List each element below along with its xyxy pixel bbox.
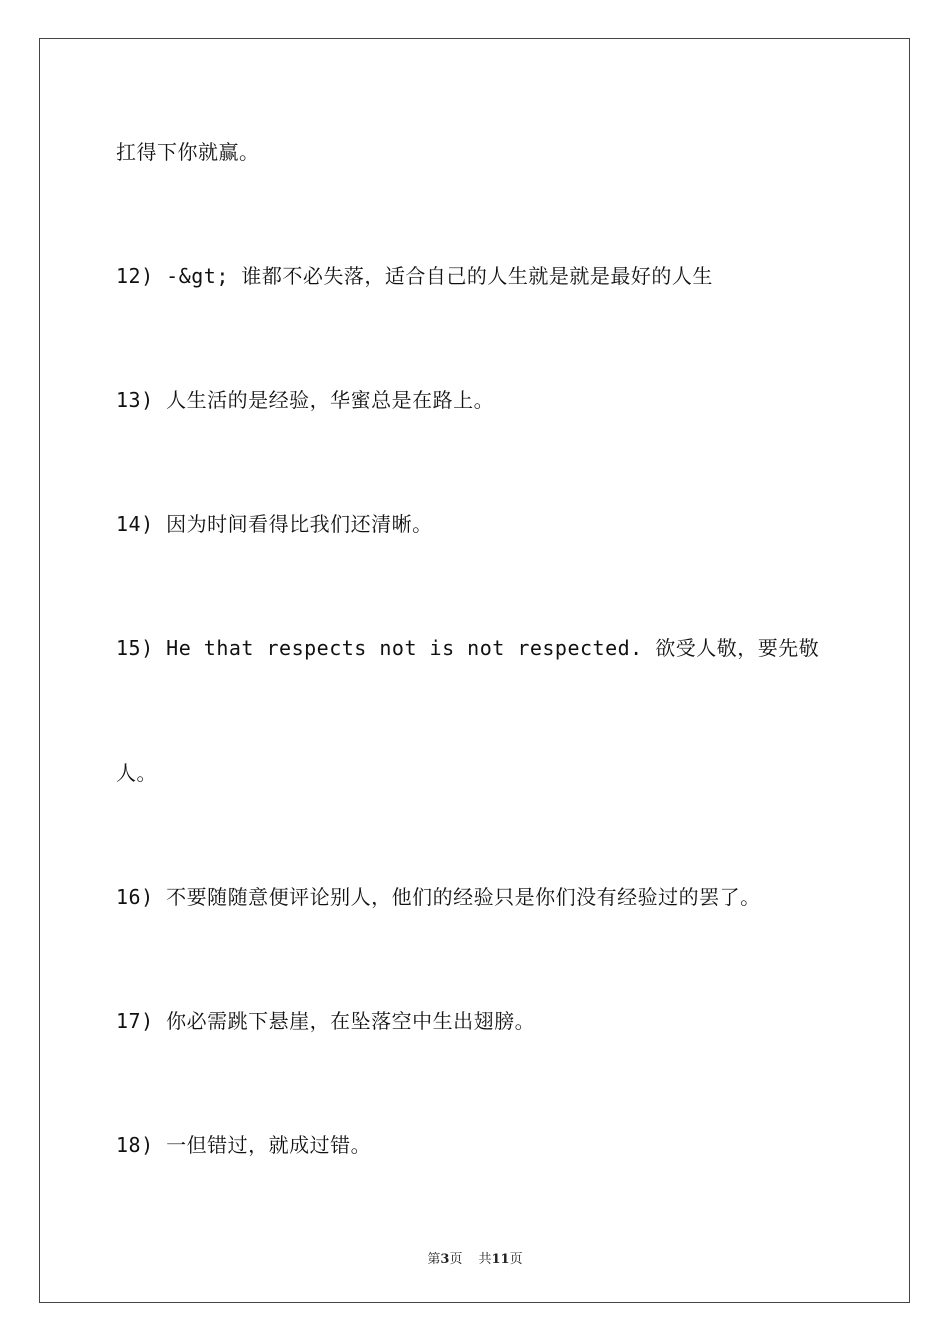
text-line: 14) 因为时间看得比我们还清晰。: [116, 512, 433, 536]
total-suffix: 页: [509, 1252, 523, 1267]
text-line: 扛得下你就赢。: [116, 140, 260, 164]
text-line: 人。: [116, 761, 157, 785]
text-line: 16) 不要随随意便评论别人，他们的经验只是你们没有经验过的罢了。: [116, 885, 761, 909]
page-suffix: 页: [449, 1252, 463, 1267]
page-prefix: 第: [427, 1252, 441, 1267]
page-footer: [0, 1248, 950, 1267]
text-line: 13) 人生活的是经验，华蜜总是在路上。: [116, 388, 495, 412]
total-prefix: 共: [478, 1252, 492, 1267]
page-number: 3: [440, 1252, 450, 1267]
text-line: 15) He that respects not is not respected. 欲受人敬，要先敬: [116, 636, 820, 660]
text-line: 12) -&gt; 谁都不必失落，适合自己的人生就是就是最好的人生: [116, 264, 713, 288]
text-line: 18) 一但错过，就成过错。: [116, 1133, 372, 1157]
total-pages: 11: [491, 1252, 510, 1267]
text-line: 17) 你必需跳下悬崖，在坠落空中生出翅膀。: [116, 1009, 536, 1033]
